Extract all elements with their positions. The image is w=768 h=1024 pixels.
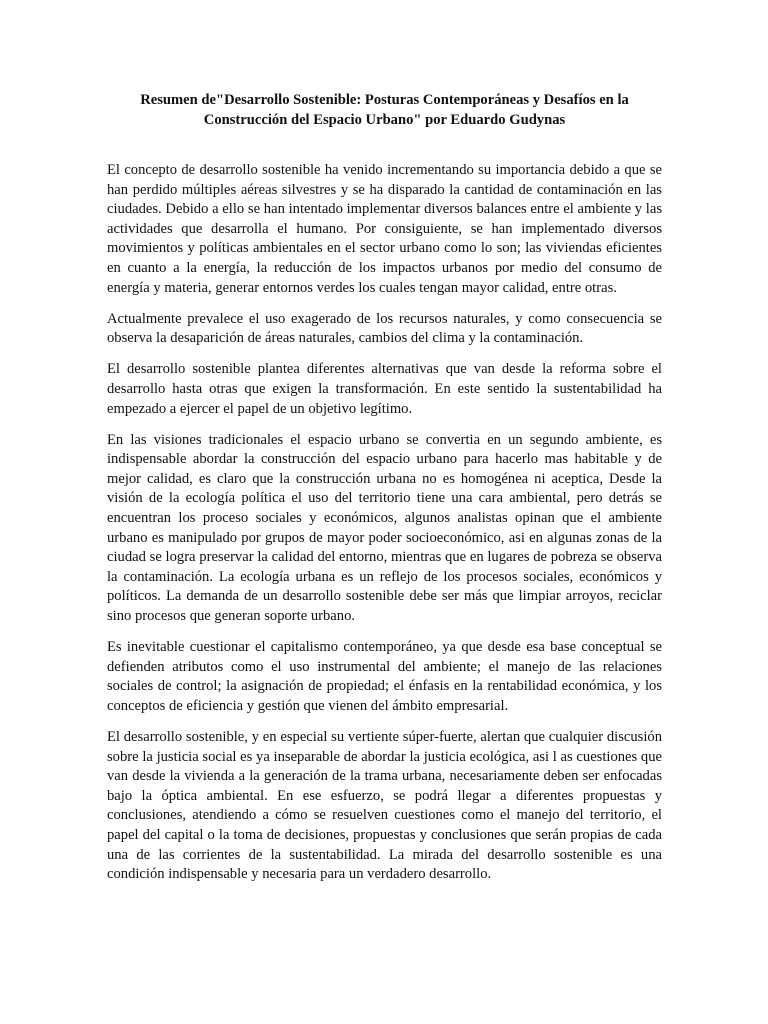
paragraph-1: El concepto de desarrollo sostenible ha venido incrementando su importancia debido a que se han perdido múltiples aéreas silvestres y se ha disparado la cantidad de contaminación en las ciudades. Debido a ello se han intentado implementar diversos balances entre el ambiente y las actividades que desarrolla el humano. Por consiguiente, se han implementado diversos movimientos y políticas ambientales en el sector urbano como lo son; las viviendas eficientes en cuanto a la energía, la reducción de los impactos urbanos por medio del consumo de energía y materia, generar entornos verdes los cuales tengan mayor calidad, entre otras. [107,162,662,296]
paragraph-2: Actualmente prevalece el uso exagerado de los recursos naturales, y como consecuencia se observa la desaparición de áreas naturales, cambios del clima y la contaminación. [107,310,662,347]
title-line-1: Resumen de"Desarrollo Sostenible: Posturas Contemporáneas y Desafíos en la [140,92,629,108]
paragraph-6: El desarrollo sostenible, y en especial su vertiente súper-fuerte, alertan que cualquier discusión sobre la justicia social es ya inseparable de abordar la justicia ecológica, asi l as cuestiones que van desde la vivienda a la generación de la trama urbana, necesariamente deben ser enfocadas bajo la óptica ambiental. En ese esfuerzo, se podrá llegar a diferentes propuestas y conclusiones, atendiendo a cómo se resuelven cuestiones como el manejo del territorio, el papel del capital o la toma de decisiones, propuestas y conclusiones que serán propias de cada una de las corrientes de la sustentabilidad. La mirada del desarrollo sostenible es una condición indispensable y necesaria para un verdadero desarrollo. [107,728,662,883]
document-page [107,90,662,896]
paragraph-5: Es inevitable cuestionar el capitalismo contemporáneo, ya que desde esa base conceptual se defienden atributos como el uso instrumental del ambiente; el manejo de las relaciones sociales de control; la asignación de propiedad; el énfasis en la rentabilidad económica, y los conceptos de eficiencia y gestión que vienen del ámbito empresarial. [107,639,662,714]
title-line-2: Construcción del Espacio Urbano" por Eduardo Gudynas [203,112,566,128]
paragraph-3: El desarrollo sostenible plantea diferentes alternativas que van desde la reforma sobre el desarrollo hasta otras que exigen la transformación. En este sentido la sustentabilidad ha empezado a ejercer el papel de un objetivo legítimo. [107,361,662,417]
paragraph-4: En las visiones tradicionales el espacio urbano se convertia en un segundo ambiente, es indispensable abordar la construcción del espacio urbano para hacerlo mas habitable y de mejor calidad, es claro que la construcción urbana no es homogénea ni aceptica, Desde la visión de la ecología política el uso del territorio tiene una cara ambiental, pero detrás se encuentran los proceso sociales y económicos, algunos analistas opinan que el ambiente urbano es manipulado por grupos de mayor poder socioeconómico, asi en algunas zonas de la ciudad se logra preservar la calidad del entorno, mientras que en lugares de pobreza se observa la contaminación. La ecología urbana es un reflejo de los procesos sociales, económicos y políticos. La demanda de un desarrollo sostenible debe ser más que limpiar arroyos, reciclar sino procesos que generan soporte urbano. [107,431,662,624]
document-title [107,90,662,130]
